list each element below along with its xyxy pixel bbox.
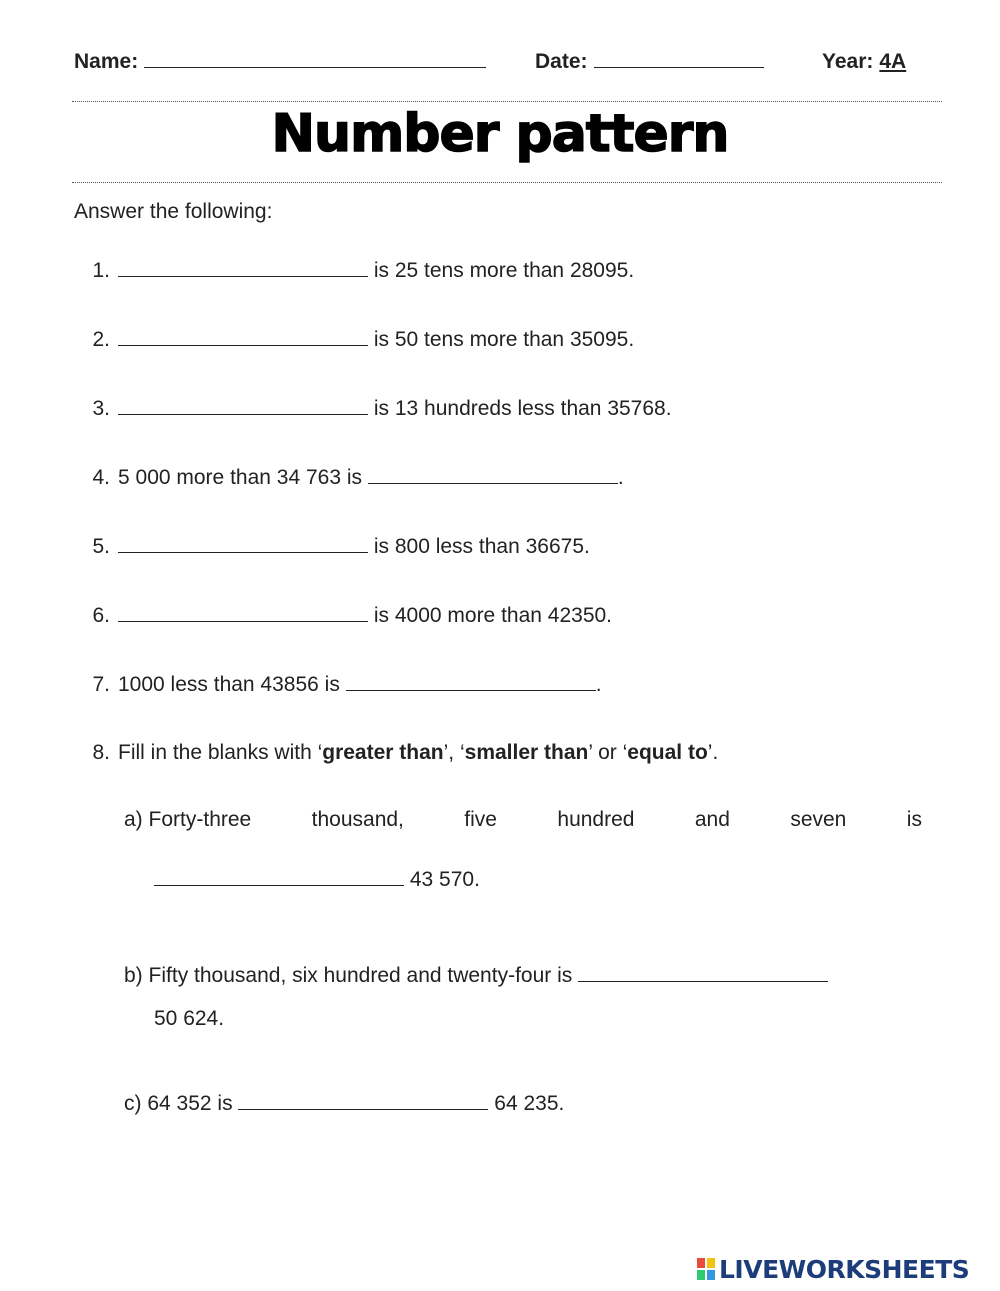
answer-blank-5[interactable] — [118, 534, 368, 553]
answer-blank-6[interactable] — [118, 603, 368, 622]
question-8c — [124, 1091, 564, 1116]
question-text: 5 000 more than 34 763 is — [118, 466, 363, 489]
separator-or: or — [592, 741, 623, 764]
question-text: is 13 hundreds less than 35768. — [373, 397, 672, 420]
brand-name: LIVEWORKSHEETS — [719, 1254, 970, 1284]
question-text: is 4000 more than 42350. — [373, 604, 613, 627]
date-blank[interactable] — [594, 67, 764, 68]
answer-blank-2[interactable] — [118, 327, 368, 346]
question-text: 64 352 is — [147, 1092, 233, 1115]
answer-blank-3[interactable] — [118, 396, 368, 415]
word: thousand, — [311, 808, 404, 831]
question-number: 5. — [92, 535, 110, 558]
year-value: 4A — [879, 50, 907, 73]
question-text: Fifty thousand, six hundred and twenty-four is — [148, 964, 573, 987]
question-1 — [80, 258, 634, 283]
subquestion-label: c) — [124, 1092, 142, 1115]
logo-blocks-icon — [697, 1258, 715, 1280]
year-field — [822, 50, 906, 74]
question-6 — [80, 603, 612, 628]
question-number: 2. — [92, 328, 110, 351]
question-end: . — [712, 741, 719, 764]
answer-blank-8b[interactable] — [578, 963, 828, 982]
answer-blank-7[interactable] — [346, 672, 596, 691]
question-8a — [124, 808, 922, 832]
word: is — [906, 808, 922, 831]
question-end: 64 235. — [494, 1092, 565, 1115]
name-label: Name: — [74, 50, 139, 73]
question-text: is 800 less than 36675. — [373, 535, 590, 558]
question-text: Fill in the blanks with — [118, 741, 312, 764]
question-number: 3. — [92, 397, 110, 420]
question-number: 1. — [92, 259, 110, 282]
question-4 — [80, 465, 624, 490]
year-label: Year: — [822, 50, 874, 73]
name-blank[interactable] — [144, 67, 486, 68]
word: seven — [790, 808, 847, 831]
bottom-divider — [72, 182, 942, 183]
name-field — [74, 50, 486, 74]
question-7 — [80, 672, 602, 697]
top-divider — [72, 101, 942, 102]
question-end: . — [617, 466, 624, 489]
answer-blank-4[interactable] — [368, 465, 618, 484]
question-text: is 25 tens more than 28095. — [373, 259, 635, 282]
word: and — [694, 808, 730, 831]
answer-blank-8c[interactable] — [238, 1091, 488, 1110]
question-number: 6. — [92, 604, 110, 627]
worksheet-title: Number pattern — [271, 104, 729, 164]
date-label: Date: — [535, 50, 588, 73]
question-8b-line2: 50 624. — [154, 1007, 225, 1030]
word: hundred — [557, 808, 635, 831]
subquestion-label: b) — [124, 964, 143, 987]
question-8: 8. Fill in the blanks with ‘greater than’, ‘smaller than’ or ‘equal to’. — [80, 741, 718, 765]
question-8a-line2 — [154, 867, 480, 892]
question-number: 7. — [92, 673, 110, 696]
question-number: 8. — [92, 741, 110, 764]
question-number: 4. — [92, 466, 110, 489]
question-3 — [80, 396, 672, 421]
question-text: 43 570. — [409, 868, 480, 891]
word: five — [464, 808, 497, 831]
option-smaller-than: smaller than — [464, 741, 589, 764]
question-5 — [80, 534, 590, 559]
answer-blank-1[interactable] — [118, 258, 368, 277]
answer-blank-8a[interactable] — [154, 867, 404, 886]
question-2 — [80, 327, 634, 352]
date-field — [535, 50, 764, 74]
question-end: . — [595, 673, 602, 696]
separator: , — [448, 741, 460, 764]
option-equal-to: equal to — [627, 741, 708, 764]
instructions: Answer the following: — [74, 200, 273, 223]
option-greater-than: greater than — [322, 741, 444, 764]
question-text: is 50 tens more than 35095. — [373, 328, 635, 351]
subquestion-label: a) Forty-three — [124, 808, 252, 831]
question-8b — [124, 963, 828, 988]
liveworksheets-logo — [697, 1256, 969, 1282]
question-text: 1000 less than 43856 is — [118, 673, 340, 696]
